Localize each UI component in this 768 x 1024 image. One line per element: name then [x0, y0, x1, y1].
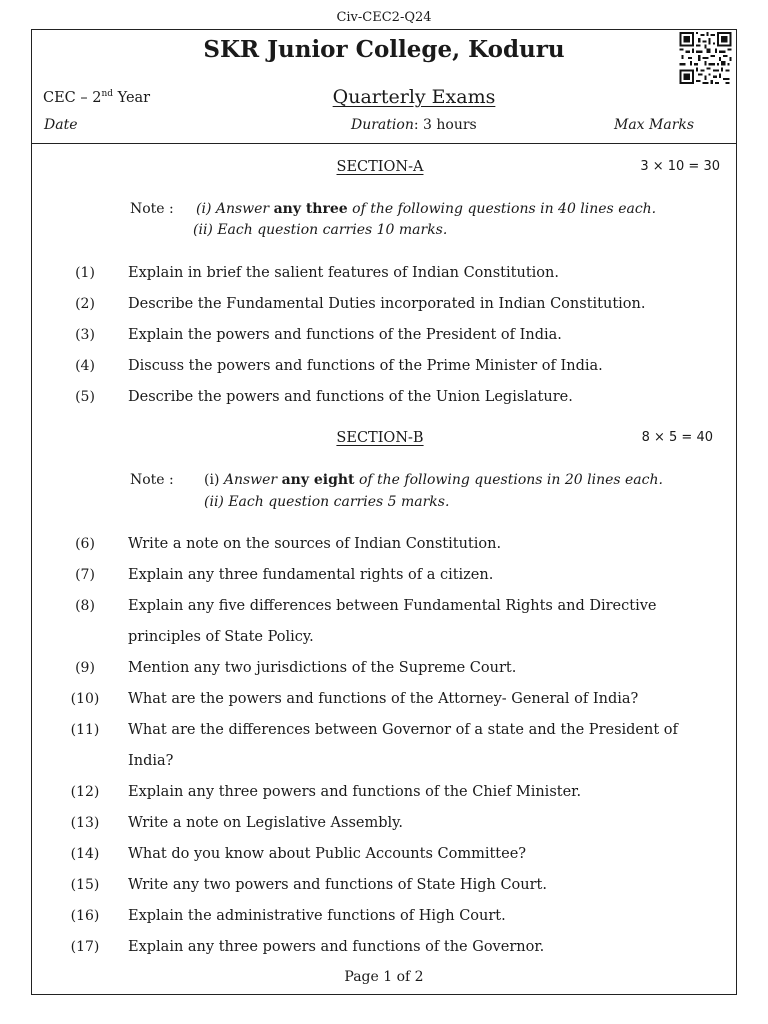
question-number: (5): [75, 389, 95, 405]
year-ordinal: nd: [101, 89, 114, 99]
question-number: (1): [75, 265, 95, 281]
section-b-note-2: (ii) Each question carries 5 marks.: [204, 494, 450, 510]
note-number: (i): [204, 472, 220, 488]
question-number: (10): [70, 691, 100, 707]
question-number: (9): [75, 660, 95, 676]
question-number: (17): [70, 939, 100, 955]
section-b-title: SECTION-B: [336, 430, 424, 446]
question-number: (13): [70, 815, 100, 831]
section-a-note-1: [196, 201, 656, 217]
question-text: Write a note on the sources of Indian Constitution.: [128, 536, 502, 552]
paper-code: Civ-CEC2-Q24: [336, 10, 432, 25]
section-b-note-label: Note :: [130, 472, 174, 488]
question-text: Write a note on Legislative Assembly.: [128, 815, 404, 831]
question-text: Discuss the powers and functions of the Prime Minister of India.: [128, 358, 603, 374]
question-text: Explain the powers and functions of the President of India.: [128, 327, 562, 343]
section-a-marks: 3 × 10 = 30: [640, 159, 720, 174]
question-text: Describe the powers and functions of the Union Legislature.: [128, 389, 573, 405]
note-emphasis: any three: [273, 201, 348, 217]
question-number: (11): [70, 722, 100, 738]
question-text: Explain the administrative functions of High Court.: [128, 908, 506, 924]
section-a-title: SECTION-A: [336, 159, 424, 175]
page-number: Page 1 of 2: [344, 969, 424, 985]
question-text: What are the powers and functions of the Attorney- General of India?: [128, 691, 639, 707]
college-name: SKR Junior College, Koduru: [203, 36, 565, 63]
section-b-note-1: [204, 472, 663, 488]
question-number: (8): [75, 598, 95, 614]
section-a-note-label: Note :: [130, 201, 174, 217]
question-number: (6): [75, 536, 95, 552]
question-text: Explain in brief the salient features of Indian Constitution.: [128, 265, 559, 281]
note-text: Answer: [219, 472, 282, 488]
question-text: Explain any three fundamental rights of a citizen.: [128, 567, 494, 583]
exam-title: Quarterly Exams: [332, 86, 496, 108]
question-text: Describe the Fundamental Duties incorporated in Indian Constitution.: [128, 296, 646, 312]
qr-code-icon: [677, 32, 734, 84]
question-number: (4): [75, 358, 95, 374]
question-number: (2): [75, 296, 95, 312]
section-b-marks: 8 × 5 = 40: [641, 430, 713, 445]
year-word: Year: [117, 89, 151, 106]
note-text: (i) Answer: [196, 201, 274, 217]
question-text: Explain any five differences between Fundamental Rights and Directive principles of State Policy.: [128, 598, 657, 645]
note-text: of the following questions in 40 lines each.: [347, 201, 657, 217]
question-number: (12): [70, 784, 100, 800]
date-label: Date: [44, 117, 78, 133]
question-text: Explain any three powers and functions of the Chief Minister.: [128, 784, 582, 800]
question-text: What do you know about Public Accounts Committee?: [128, 846, 527, 862]
note-emphasis: any eight: [281, 472, 355, 488]
question-number: (14): [70, 846, 100, 862]
duration-label: Duration: [351, 117, 414, 133]
question-text: Write any two powers and functions of State High Court.: [128, 877, 547, 893]
question-number: (16): [70, 908, 100, 924]
question-number: (15): [70, 877, 100, 893]
question-text: Mention any two jurisdictions of the Supreme Court.: [128, 660, 517, 676]
note-text: of the following questions in 20 lines each.: [354, 472, 663, 488]
question-number: (3): [75, 327, 95, 343]
duration-value: : 3 hours: [413, 117, 477, 133]
question-text: What are the differences between Governor of a state and the President of India?: [128, 722, 678, 769]
duration: [351, 117, 477, 133]
section-a-note-2: (ii) Each question carries 10 marks.: [193, 222, 448, 238]
header-divider: [31, 143, 737, 144]
question-text: Explain any three powers and functions of the Governor.: [128, 939, 545, 955]
course-name: CEC – 2: [43, 89, 102, 106]
max-marks-label: Max Marks: [614, 117, 695, 133]
question-number: (7): [75, 567, 95, 583]
